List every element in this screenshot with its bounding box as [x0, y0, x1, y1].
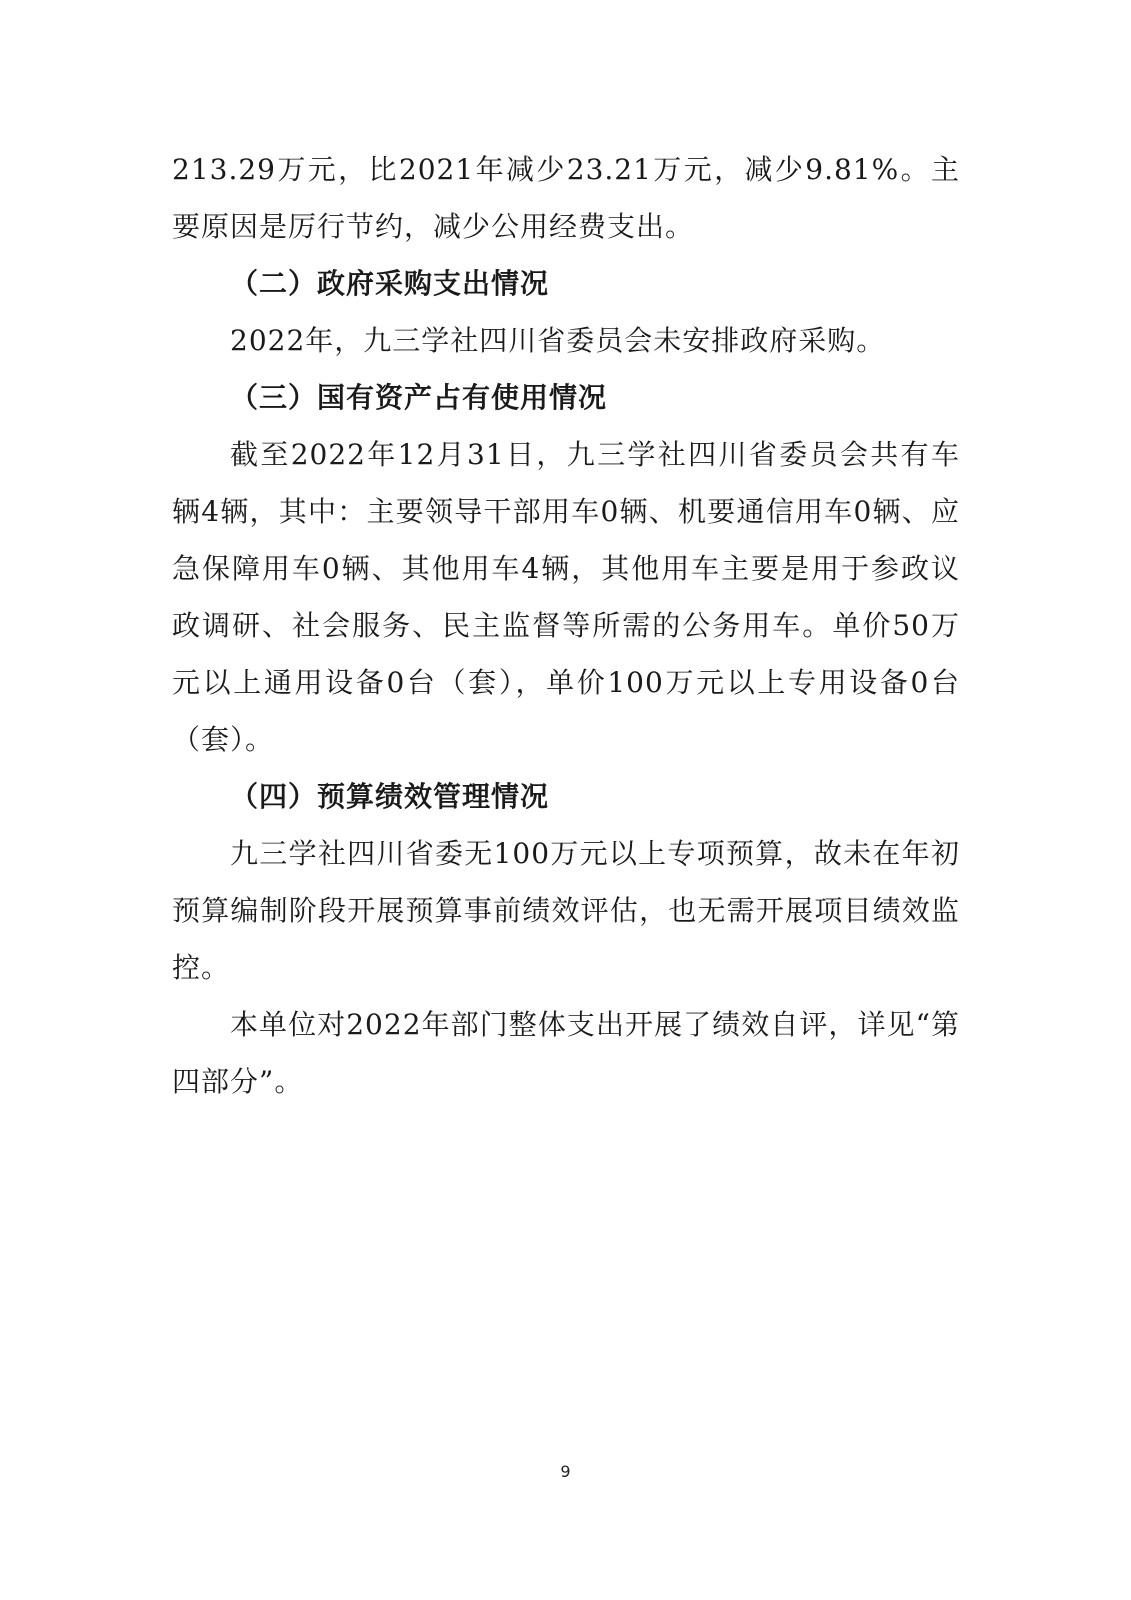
paragraph-government-procurement: 2022年，九三学社四川省委员会未安排政府采购。	[230, 324, 886, 357]
paragraph-continued-expense: 213.29万元，比2021年减少23.21万元，减少9.81%。主要原因是厉行节约，减少公用经费支出。	[172, 153, 960, 243]
paragraph-state-assets: 截至2022年12月31日，九三学社四川省委员会共有车辆4辆，其中：主要领导干部用车0辆、机要通信用车0辆、应急保障用车0辆、其他用车4辆，其他用车主要是用于参政议政调研、社会服务、民主监督等所需的公务用车。单价50万元以上通用设备0台（套），单价100万元以上专用设备0台（套）。	[172, 438, 960, 756]
paragraph-budget-performance: 九三学社四川省委无100万元以上专项预算，故未在年初预算编制阶段开展预算事前绩效评估，也无需开展项目绩效监控。	[172, 837, 960, 984]
heading-budget-performance: （四）预算绩效管理情况	[230, 780, 550, 813]
heading-government-procurement: （二）政府采购支出情况	[230, 267, 550, 300]
page-number: 9	[560, 1462, 571, 1481]
paragraph-self-evaluation: 本单位对2022年部门整体支出开展了绩效自评，详见“第四部分”。	[172, 1008, 960, 1098]
heading-state-assets: （三）国有资产占有使用情况	[230, 381, 608, 414]
page-body	[172, 141, 960, 1110]
